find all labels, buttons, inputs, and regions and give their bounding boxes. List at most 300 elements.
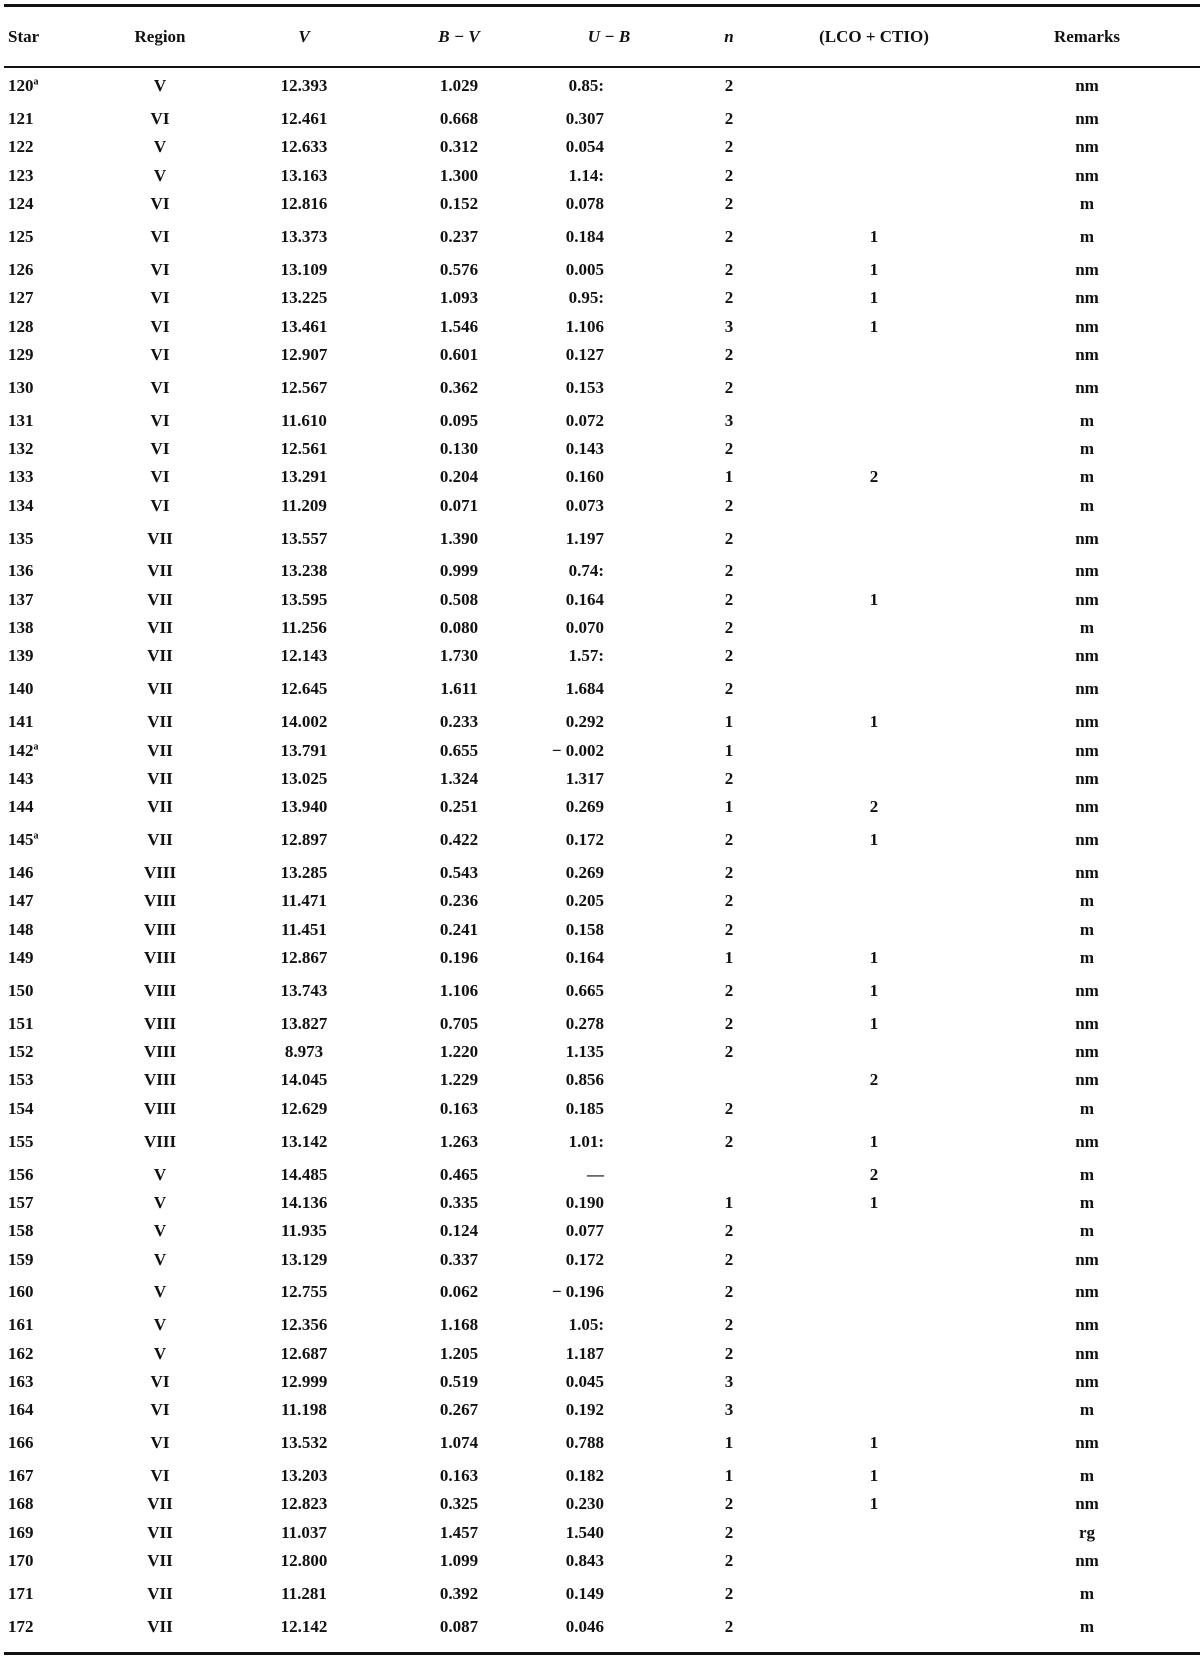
cell-star xyxy=(4,642,96,670)
cell-n: 2 xyxy=(724,1042,734,1062)
cell-region: VI xyxy=(150,259,170,279)
table-row xyxy=(4,1274,1200,1312)
cell-v: 11.935 xyxy=(281,1221,327,1241)
cell-b-minus-v: 0.312 xyxy=(439,137,479,157)
u-minus-b-value: 0.95: xyxy=(568,288,604,308)
cell-remarks: nm xyxy=(1075,75,1099,95)
cell-v: 12.633 xyxy=(280,137,328,157)
cell-remarks: m xyxy=(1079,1466,1095,1486)
cell-n: 2 xyxy=(724,1131,734,1151)
cell-region: VII xyxy=(147,740,173,760)
cell-remarks: m xyxy=(1079,1616,1095,1636)
cell-region: VII xyxy=(147,589,173,609)
cell-v: 13.461 xyxy=(280,316,328,336)
cell-star xyxy=(4,1490,96,1518)
cell-region: VII xyxy=(147,561,173,581)
star-number: 151 xyxy=(8,1013,34,1033)
cell-b-minus-v: 0.422 xyxy=(439,830,479,850)
cell-star xyxy=(4,614,96,642)
cell-remarks: nm xyxy=(1075,830,1099,850)
cell-star xyxy=(4,1189,96,1217)
cell-u-minus-b xyxy=(534,671,684,709)
table-row xyxy=(4,407,1200,435)
cell-region: VII xyxy=(147,1551,173,1571)
cell-n: 3 xyxy=(724,1371,734,1391)
cell-region: VII xyxy=(147,712,173,732)
u-minus-b-value: 0.143 xyxy=(565,439,604,458)
cell-remarks: nm xyxy=(1075,712,1099,732)
cell-lco-ctio xyxy=(774,369,974,407)
cell-remarks: m xyxy=(1079,1584,1095,1604)
cell-region: VI xyxy=(150,1433,170,1453)
cell-star xyxy=(4,586,96,614)
cell-star xyxy=(4,1396,96,1424)
cell-region: VIII xyxy=(143,863,177,883)
star-number: 137 xyxy=(8,589,34,609)
u-minus-b-value: 0.85: xyxy=(568,75,604,95)
cell-b-minus-v: 1.106 xyxy=(439,980,479,1000)
cell-n: 2 xyxy=(724,830,734,850)
cell-v: 14.485 xyxy=(280,1164,328,1184)
cell-region: VIII xyxy=(143,1042,177,1062)
cell-b-minus-v: 0.163 xyxy=(439,1466,479,1486)
u-minus-b-value: 0.046 xyxy=(565,1616,604,1636)
cell-n: 2 xyxy=(724,1616,734,1636)
star-number: 121 xyxy=(8,109,34,129)
u-minus-b-value: 1.317 xyxy=(565,768,604,788)
u-minus-b-value: 0.078 xyxy=(565,194,604,214)
cell-u-minus-b xyxy=(534,557,684,585)
cell-star xyxy=(4,1274,96,1312)
table-row xyxy=(4,1189,1200,1217)
cell-b-minus-v: 1.546 xyxy=(439,316,479,336)
star-number: 139 xyxy=(8,646,34,666)
cell-b-minus-v: 0.087 xyxy=(439,1616,479,1636)
cell-b-minus-v: 0.236 xyxy=(439,891,479,911)
cell-remarks: nm xyxy=(1075,797,1099,817)
cell-remarks: nm xyxy=(1075,1433,1099,1453)
u-minus-b-value: 0.149 xyxy=(565,1584,604,1604)
cell-region: V xyxy=(153,137,167,157)
table-row xyxy=(4,859,1200,887)
cell-b-minus-v: 0.233 xyxy=(439,712,479,732)
cell-region: VIII xyxy=(143,1013,177,1033)
cell-n: 1 xyxy=(724,1192,734,1212)
cell-v: 14.045 xyxy=(280,1070,328,1090)
cell-u-minus-b xyxy=(534,520,684,558)
cell-v: 13.025 xyxy=(280,768,328,788)
cell-b-minus-v: 0.335 xyxy=(439,1192,479,1212)
star-number: 127 xyxy=(8,288,34,308)
cell-region: VII xyxy=(147,646,173,666)
cell-star xyxy=(4,312,96,340)
cell-lco-ctio: 1 xyxy=(869,830,879,850)
cell-remarks: m xyxy=(1079,1400,1095,1420)
cell-b-minus-v: 1.730 xyxy=(439,646,479,666)
cell-lco-ctio: 1 xyxy=(869,288,879,308)
cell-v: 11.209 xyxy=(281,495,327,515)
u-minus-b-value: 0.182 xyxy=(565,1466,604,1486)
cell-u-minus-b xyxy=(534,1575,684,1613)
cell-region: VI xyxy=(150,377,170,397)
cell-lco-ctio xyxy=(774,190,974,218)
cell-u-minus-b xyxy=(534,1340,684,1368)
cell-u-minus-b xyxy=(534,162,684,190)
cell-lco-ctio: 1 xyxy=(869,226,879,246)
cell-v: 12.907 xyxy=(280,344,328,364)
star-number: 152 xyxy=(8,1042,34,1062)
cell-star xyxy=(4,1066,96,1094)
cell-star xyxy=(4,407,96,435)
footnote-marker: a xyxy=(33,75,39,87)
cell-star xyxy=(4,256,96,284)
cell-u-minus-b xyxy=(534,944,684,972)
cell-remarks: nm xyxy=(1075,980,1099,1000)
table-row xyxy=(4,1462,1200,1490)
table-row xyxy=(4,105,1200,133)
cell-n: 2 xyxy=(724,165,734,185)
table-row xyxy=(4,1368,1200,1396)
cell-b-minus-v: 0.267 xyxy=(439,1400,479,1420)
cell-star xyxy=(4,1245,96,1273)
cell-lco-ctio: 1 xyxy=(869,589,879,609)
u-minus-b-value: 1.106 xyxy=(565,316,604,336)
cell-v: 13.109 xyxy=(280,259,328,279)
table-row xyxy=(4,369,1200,407)
cell-u-minus-b xyxy=(534,1519,684,1547)
table-row xyxy=(4,642,1200,670)
cell-lco-ctio xyxy=(774,916,974,944)
table-row xyxy=(4,1245,1200,1273)
cell-star xyxy=(4,793,96,821)
cell-v: 13.940 xyxy=(280,797,328,817)
cell-b-minus-v: 0.130 xyxy=(439,439,479,458)
cell-b-minus-v: 0.705 xyxy=(439,1013,479,1033)
cell-n: 2 xyxy=(724,377,734,397)
header-lco-ctio: (LCO + CTIO) xyxy=(819,27,929,46)
cell-n xyxy=(684,1066,774,1094)
cell-region: V xyxy=(153,1282,167,1302)
cell-b-minus-v: 0.325 xyxy=(439,1494,479,1514)
cell-u-minus-b xyxy=(534,463,684,491)
cell-n: 2 xyxy=(724,589,734,609)
table-row xyxy=(4,1038,1200,1066)
table-row xyxy=(4,586,1200,614)
cell-remarks: nm xyxy=(1075,1315,1099,1335)
cell-v: 12.816 xyxy=(280,194,328,214)
cell-b-minus-v: 0.163 xyxy=(439,1098,479,1118)
cell-remarks: nm xyxy=(1075,316,1099,336)
u-minus-b-value: 0.278 xyxy=(565,1013,604,1033)
u-minus-b-value: 0.070 xyxy=(565,618,604,638)
cell-star xyxy=(4,1010,96,1038)
cell-lco-ctio xyxy=(774,1340,974,1368)
cell-lco-ctio xyxy=(774,520,974,558)
table-row xyxy=(4,341,1200,369)
cell-region: V xyxy=(153,1221,167,1241)
cell-region: V xyxy=(153,1164,167,1184)
u-minus-b-value: 0.164 xyxy=(565,947,604,967)
cell-u-minus-b xyxy=(534,341,684,369)
cell-lco-ctio: 2 xyxy=(869,797,879,817)
cell-b-minus-v: 0.071 xyxy=(439,495,479,515)
cell-v: 11.281 xyxy=(281,1584,327,1604)
star-number: 132 xyxy=(8,439,34,458)
cell-v: 13.595 xyxy=(280,589,328,609)
cell-remarks: nm xyxy=(1075,259,1099,279)
cell-b-minus-v: 0.465 xyxy=(439,1164,479,1184)
table-row xyxy=(4,972,1200,1010)
star-number: 124 xyxy=(8,194,34,214)
cell-u-minus-b xyxy=(534,435,684,463)
star-number: 171 xyxy=(8,1584,34,1604)
cell-lco-ctio: 1 xyxy=(869,316,879,336)
bottom-rule xyxy=(4,1652,1200,1655)
cell-lco-ctio: 1 xyxy=(869,1494,879,1514)
u-minus-b-value: 0.292 xyxy=(565,712,604,732)
table-row xyxy=(4,793,1200,821)
cell-n: 2 xyxy=(724,919,734,939)
cell-u-minus-b xyxy=(534,1462,684,1490)
star-number: 161 xyxy=(8,1315,34,1335)
cell-star xyxy=(4,736,96,764)
u-minus-b-value: 0.185 xyxy=(565,1098,604,1118)
cell-v: 11.037 xyxy=(281,1522,327,1542)
cell-u-minus-b xyxy=(534,1066,684,1094)
star-number: 136 xyxy=(8,561,34,581)
cell-region: VIII xyxy=(143,891,177,911)
cell-remarks: m xyxy=(1079,1164,1095,1184)
cell-n: 2 xyxy=(724,439,734,458)
cell-u-minus-b xyxy=(534,972,684,1010)
cell-region: VI xyxy=(150,316,170,336)
cell-star xyxy=(4,133,96,161)
top-rule xyxy=(4,4,1200,7)
cell-remarks: m xyxy=(1079,1221,1095,1241)
cell-u-minus-b xyxy=(534,1613,684,1641)
cell-star xyxy=(4,944,96,972)
cell-v: 11.451 xyxy=(281,919,327,939)
table-row xyxy=(4,1095,1200,1123)
cell-u-minus-b xyxy=(534,1038,684,1066)
cell-lco-ctio xyxy=(774,1547,974,1575)
cell-region: VIII xyxy=(143,1070,177,1090)
cell-b-minus-v: 0.668 xyxy=(439,109,479,129)
cell-v: 12.461 xyxy=(280,109,328,129)
cell-region: VII xyxy=(147,528,173,548)
cell-b-minus-v: 1.229 xyxy=(439,1070,479,1090)
header-b-minus-v: B − V xyxy=(438,27,480,46)
cell-region: V xyxy=(153,75,167,95)
table-row xyxy=(4,1160,1200,1188)
cell-v: 13.163 xyxy=(280,165,328,185)
cell-remarks: m xyxy=(1079,194,1095,214)
star-number: 146 xyxy=(8,863,34,883)
cell-v: 13.129 xyxy=(280,1249,328,1269)
star-number: 155 xyxy=(8,1131,34,1151)
cell-region: VI xyxy=(150,1400,170,1420)
cell-v: 11.610 xyxy=(281,410,327,430)
cell-remarks: nm xyxy=(1075,165,1099,185)
cell-remarks: nm xyxy=(1075,589,1099,609)
cell-b-minus-v: 0.062 xyxy=(439,1282,479,1302)
cell-u-minus-b xyxy=(534,1311,684,1339)
star-number: 134 xyxy=(8,495,34,515)
cell-star xyxy=(4,1311,96,1339)
header-remarks: Remarks xyxy=(1053,27,1121,46)
table-row xyxy=(4,821,1200,859)
cell-remarks: m xyxy=(1079,1098,1095,1118)
cell-region: V xyxy=(153,165,167,185)
cell-lco-ctio xyxy=(774,671,974,709)
cell-n: 2 xyxy=(724,1584,734,1604)
star-number: 159 xyxy=(8,1249,34,1269)
cell-lco-ctio: 1 xyxy=(869,259,879,279)
cell-n: 1 xyxy=(724,1433,734,1453)
star-number: 133 xyxy=(8,467,34,487)
cell-v: 11.471 xyxy=(281,891,327,911)
cell-lco-ctio xyxy=(774,642,974,670)
cell-lco-ctio: 1 xyxy=(869,1192,879,1212)
cell-star xyxy=(4,1095,96,1123)
table-row xyxy=(4,218,1200,256)
cell-region: V xyxy=(153,1192,167,1212)
cell-remarks: m xyxy=(1079,1192,1095,1212)
cell-u-minus-b xyxy=(534,1396,684,1424)
cell-star xyxy=(4,66,96,105)
u-minus-b-value: 0.788 xyxy=(565,1433,604,1453)
cell-v: 12.755 xyxy=(280,1282,328,1302)
cell-n: 2 xyxy=(724,1221,734,1241)
star-number: 162 xyxy=(8,1343,34,1363)
star-number: 143 xyxy=(8,768,34,788)
cell-n: 2 xyxy=(724,1013,734,1033)
cell-lco-ctio: 1 xyxy=(869,947,879,967)
cell-star xyxy=(4,1038,96,1066)
star-number: 130 xyxy=(8,377,34,397)
cell-star xyxy=(4,859,96,887)
header-u-minus-b: U − B xyxy=(587,27,631,46)
cell-b-minus-v: 0.124 xyxy=(439,1221,479,1241)
cell-v: 13.532 xyxy=(280,1433,328,1453)
cell-region: VI xyxy=(150,288,170,308)
table-row xyxy=(4,671,1200,709)
cell-star xyxy=(4,1547,96,1575)
cell-b-minus-v: 0.508 xyxy=(439,589,479,609)
u-minus-b-value: 1.05: xyxy=(568,1315,604,1335)
cell-remarks: nm xyxy=(1075,137,1099,157)
header-region: Region xyxy=(134,27,186,46)
star-number: 168 xyxy=(8,1494,34,1514)
table-row xyxy=(4,614,1200,642)
u-minus-b-value: 0.127 xyxy=(565,344,604,364)
star-number: 157 xyxy=(8,1192,34,1212)
table-row xyxy=(4,1217,1200,1245)
u-minus-b-value: 0.184 xyxy=(565,226,604,246)
cell-b-minus-v: 0.543 xyxy=(439,863,479,883)
star-number: 131 xyxy=(8,410,34,430)
cell-b-minus-v: 0.152 xyxy=(439,194,479,214)
u-minus-b-value: 0.077 xyxy=(565,1221,604,1241)
u-minus-b-value: 0.005 xyxy=(565,259,604,279)
cell-u-minus-b xyxy=(534,105,684,133)
cell-star xyxy=(4,162,96,190)
cell-n: 2 xyxy=(724,646,734,666)
u-minus-b-value: 1.684 xyxy=(565,679,604,699)
cell-lco-ctio xyxy=(774,435,974,463)
cell-v: 14.136 xyxy=(280,1192,328,1212)
cell-n: 2 xyxy=(724,259,734,279)
cell-v: 12.356 xyxy=(280,1315,328,1335)
cell-star xyxy=(4,218,96,256)
cell-star xyxy=(4,1424,96,1462)
cell-region: VI xyxy=(150,467,170,487)
cell-remarks: nm xyxy=(1075,1343,1099,1363)
cell-remarks: nm xyxy=(1075,1131,1099,1151)
cell-remarks: m xyxy=(1079,891,1095,911)
cell-star xyxy=(4,1123,96,1161)
cell-n xyxy=(684,1160,774,1188)
cell-lco-ctio: 1 xyxy=(869,1013,879,1033)
cell-remarks: nm xyxy=(1075,768,1099,788)
cell-region: VIII xyxy=(143,947,177,967)
cell-region: VI xyxy=(150,495,170,515)
cell-remarks: nm xyxy=(1075,740,1099,760)
footnote-marker: a xyxy=(33,740,39,752)
cell-b-minus-v: 1.390 xyxy=(439,528,479,548)
u-minus-b-value: 0.054 xyxy=(565,137,604,157)
cell-v: 12.629 xyxy=(280,1098,328,1118)
cell-lco-ctio xyxy=(774,133,974,161)
cell-lco-ctio xyxy=(774,736,974,764)
cell-lco-ctio xyxy=(774,1217,974,1245)
cell-lco-ctio xyxy=(774,614,974,642)
table-row xyxy=(4,944,1200,972)
cell-remarks: m xyxy=(1079,618,1095,638)
cell-u-minus-b xyxy=(534,133,684,161)
star-number: 172 xyxy=(8,1616,34,1636)
cell-u-minus-b xyxy=(534,1245,684,1273)
star-number: 148 xyxy=(8,919,34,939)
cell-n: 2 xyxy=(724,528,734,548)
cell-n: 2 xyxy=(724,1098,734,1118)
cell-star xyxy=(4,1217,96,1245)
cell-u-minus-b xyxy=(534,708,684,736)
cell-v: 13.827 xyxy=(280,1013,328,1033)
star-number: 147 xyxy=(8,891,34,911)
table-row xyxy=(4,435,1200,463)
star-number: 140 xyxy=(8,679,34,699)
u-minus-b-value: − 0.002 xyxy=(551,740,604,760)
star-number: 135 xyxy=(8,528,34,548)
u-minus-b-value: 0.072 xyxy=(565,410,604,430)
cell-lco-ctio xyxy=(774,859,974,887)
cell-n: 1 xyxy=(724,1466,734,1486)
table-row xyxy=(4,916,1200,944)
cell-lco-ctio xyxy=(774,1038,974,1066)
cell-lco-ctio xyxy=(774,1368,974,1396)
table-row xyxy=(4,491,1200,519)
cell-u-minus-b xyxy=(534,586,684,614)
cell-lco-ctio xyxy=(774,1396,974,1424)
header-star: Star xyxy=(8,27,40,46)
cell-u-minus-b xyxy=(534,407,684,435)
cell-v: 11.198 xyxy=(281,1400,327,1420)
cell-b-minus-v: 1.074 xyxy=(439,1433,479,1453)
cell-b-minus-v: 0.237 xyxy=(439,226,479,246)
cell-remarks: nm xyxy=(1075,646,1099,666)
cell-region: VI xyxy=(150,1371,170,1391)
